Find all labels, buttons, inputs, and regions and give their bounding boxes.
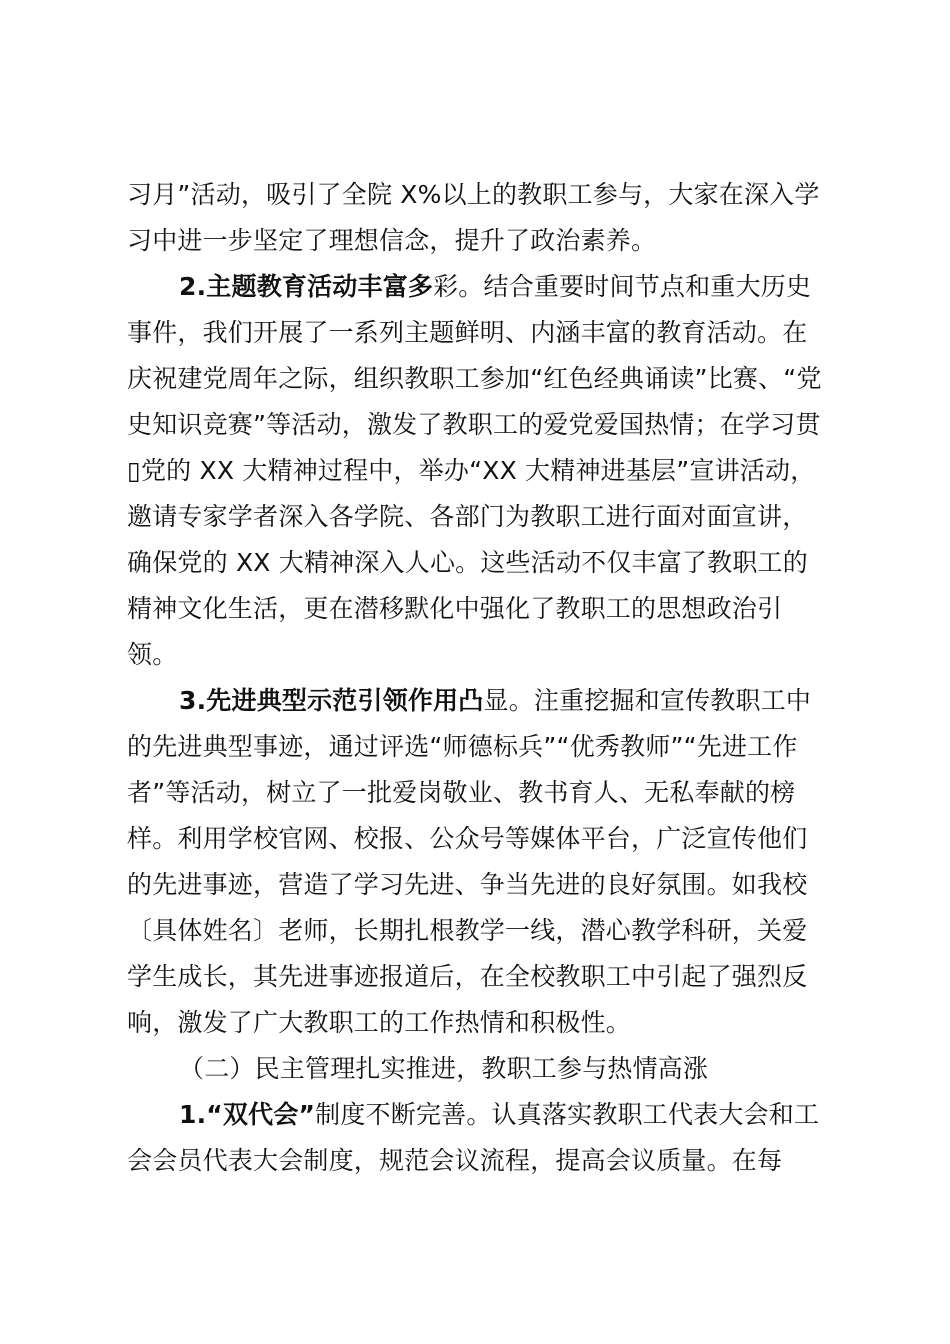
paragraph-line (127, 356, 833, 402)
line-text: 习中进一步坚定了理想信念，提升了政治素养。 (127, 226, 657, 255)
line-text: 领。 (127, 640, 178, 669)
line-text: 的先进典型事迹，通过评选“师德标兵”“优秀教师”“先进工作 (127, 732, 798, 761)
subsection-heading: 2.主题教育活动丰富多 (179, 272, 434, 301)
line-text: 响，激发了广大教职工的工作热情和积极性。 (127, 1008, 632, 1037)
line-text: 〔具体姓名〕老师，长期扎根教学一线，潜心教学科研，关爱 (127, 916, 808, 945)
line-text: 彩。结合重要时间节点和重大历史 (433, 272, 812, 301)
paragraph-line (127, 310, 833, 356)
section-heading-line (127, 1092, 833, 1138)
paragraph-line (127, 816, 833, 862)
line-text: 精神文化生活，更在潜移默化中强化了教职工的思想政治引 (127, 594, 783, 623)
document-body (127, 172, 833, 1184)
line-text: 史知识竞赛”等活动，激发了教职工的爱党爱国热情；在学习贯 (127, 410, 821, 439)
paragraph-line (127, 908, 833, 954)
section-title-line (127, 1046, 833, 1092)
line-text: ▯党的 XX 大精神过程中，举办“XX 大精神进基层”宣讲活动， (127, 456, 816, 485)
paragraph-line (127, 494, 833, 540)
section-heading-line (127, 678, 833, 724)
paragraph-line (127, 172, 833, 218)
line-text: 显。注重挖掘和宣传教职工中 (483, 686, 812, 715)
line-text: 的先进事迹，营造了学习先进、争当先进的良好氛围。如我校 (127, 870, 808, 899)
paragraph-line (127, 724, 833, 770)
line-text: 邀请专家学者深入各学院、各部门为教职工进行面对面宣讲， (127, 502, 808, 531)
paragraph-line (127, 862, 833, 908)
section-title: （二）民主管理扎实推进，教职工参与热情高涨 (179, 1054, 709, 1083)
paragraph-line (127, 1000, 833, 1046)
subsection-heading: 1.“双代会” (179, 1100, 316, 1129)
paragraph-line (127, 770, 833, 816)
paragraph-line (127, 540, 833, 586)
line-text: 样。利用学校官网、校报、公众号等媒体平台，广泛宣传他们 (127, 824, 808, 853)
paragraph-line (127, 954, 833, 1000)
paragraph-line (127, 586, 833, 632)
line-text: 庆祝建党周年之际，组织教职工参加“红色经典诵读”比赛、“党 (127, 364, 822, 393)
line-text: 会会员代表大会制度，规范会议流程，提高会议质量。在每 (127, 1146, 783, 1175)
paragraph-line (127, 402, 833, 448)
section-heading-line (127, 264, 833, 310)
line-text: 制度不断完善。认真落实教职工代表大会和工 (315, 1100, 820, 1129)
paragraph-line (127, 632, 833, 678)
paragraph-line (127, 448, 833, 494)
paragraph-line (127, 218, 833, 264)
subsection-heading: 3.先进典型示范引领作用凸 (179, 686, 484, 715)
line-text: 事件，我们开展了一系列主题鲜明、内涵丰富的教育活动。在 (127, 318, 808, 347)
line-text: 者”等活动，树立了一批爱岗敬业、教书育人、无私奉献的榜 (127, 778, 796, 807)
line-text: 确保党的 XX 大精神深入人心。这些活动不仅丰富了教职工的 (127, 548, 808, 577)
paragraph-line (127, 1138, 833, 1184)
line-text: 学生成长，其先进事迹报道后，在全校教职工中引起了强烈反 (127, 962, 808, 991)
line-text: 习月”活动，吸引了全院 X%以上的教职工参与，大家在深入学 (127, 180, 820, 209)
